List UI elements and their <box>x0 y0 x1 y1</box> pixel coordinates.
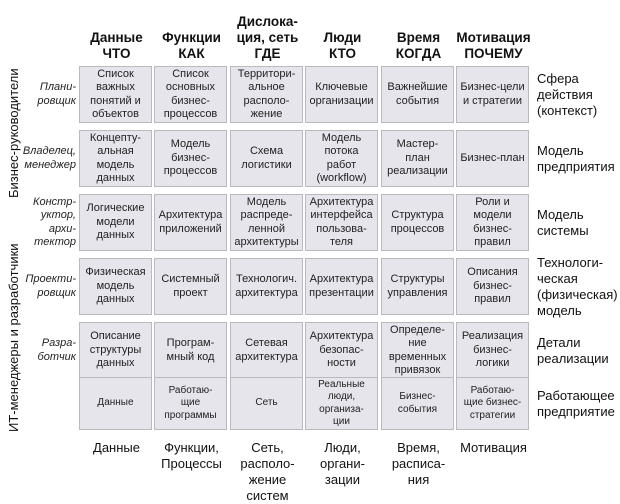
cell-line: процессов <box>163 165 218 178</box>
matrix-cell <box>230 258 303 315</box>
perspective-line: предприятие <box>537 403 615 419</box>
matrix-cell <box>154 130 227 187</box>
role-line: менеджер <box>24 158 76 171</box>
matrix-cell <box>381 130 454 187</box>
role-line: тектор <box>34 236 76 248</box>
matrix-cell <box>154 194 227 251</box>
role-line: ботчик <box>37 350 76 363</box>
cell-line: ции <box>333 416 350 427</box>
footer-line: Функции, <box>164 440 219 455</box>
cell-text <box>161 273 219 300</box>
cell-line: Системный <box>161 273 220 285</box>
cell-text <box>87 202 145 243</box>
role-line: архи- <box>48 222 76 235</box>
cell-text <box>234 196 298 250</box>
cell-text <box>387 138 448 179</box>
cell-line: процессов <box>390 222 445 235</box>
perspective-line: (контекст) <box>537 102 598 118</box>
cell-line: бизнес- <box>171 94 210 107</box>
cell-line: временных <box>388 350 447 363</box>
cell-line: Территори- <box>237 67 296 80</box>
column-header <box>230 14 305 62</box>
cell-line: Ключевые <box>315 81 368 93</box>
cell-line: события <box>395 94 440 107</box>
role-line: ровщик <box>37 286 76 299</box>
cell-line: данных <box>96 229 135 242</box>
cell-line: распреде- <box>240 209 293 221</box>
perspective-line: Сфера <box>537 70 579 86</box>
cell-line: Мастер- <box>396 138 439 151</box>
column-header <box>381 14 456 62</box>
cell-line: жение <box>250 108 283 120</box>
matrix-cell <box>79 258 152 315</box>
cell-line: щие бизнес- <box>463 397 522 409</box>
cell-line: модель <box>96 279 135 292</box>
cell-line: Реализация <box>461 330 524 343</box>
cell-line: события <box>397 403 438 415</box>
cell-line: проект <box>173 286 208 299</box>
row-perspective-label <box>537 192 589 253</box>
row-role-label <box>30 66 76 123</box>
cell-text <box>310 330 374 371</box>
cell-line: безопас- <box>319 343 364 356</box>
column-title: Люди <box>323 30 362 45</box>
cell-line: Работаю- <box>168 384 213 396</box>
cell-line: данных <box>96 357 135 370</box>
cell-line: Физическая <box>85 266 146 279</box>
cell-line: Модель <box>170 138 211 151</box>
role-line: ровщик <box>37 94 76 107</box>
cell-line: и стратегии <box>462 94 523 107</box>
matrix-cell <box>305 194 378 251</box>
cell-text <box>235 337 298 364</box>
cell-line: архитектура <box>235 350 298 363</box>
cell-line: Данные <box>97 397 134 409</box>
cell-line: альная <box>97 145 134 157</box>
perspective-line: действия <box>537 86 593 102</box>
cell-text <box>90 132 141 186</box>
cell-line: управления <box>387 286 448 299</box>
perspective-line: предприятия <box>537 158 615 174</box>
matrix-cell <box>381 377 454 430</box>
cell-text <box>467 266 517 307</box>
matrix-cell <box>79 130 152 187</box>
cell-line: мный код <box>166 350 215 363</box>
column-footer <box>456 440 531 456</box>
cell-line: процессов <box>163 108 218 120</box>
cell-line: Реальные <box>318 378 365 390</box>
cell-text <box>309 81 373 108</box>
cell-text <box>164 68 218 122</box>
perspective-line: ческая <box>537 270 578 286</box>
role-line: Констр- <box>33 195 76 208</box>
column-footer <box>305 440 380 488</box>
cell-text <box>464 385 521 423</box>
footer-line: Мотивация <box>460 440 527 455</box>
cell-text <box>255 397 277 410</box>
cell-text <box>460 152 524 166</box>
footer-line: ния <box>407 472 430 487</box>
role-line: Плани- <box>39 81 76 93</box>
matrix-cell <box>230 377 303 430</box>
cell-line: теля <box>329 236 354 248</box>
cell-line: Список <box>172 67 209 80</box>
footer-line: жение <box>248 472 287 487</box>
perspective-line: (физическая) <box>537 286 618 302</box>
cell-line: Структура <box>391 209 444 221</box>
matrix-cell <box>154 66 227 123</box>
cell-text <box>318 379 365 429</box>
matrix-cell <box>79 194 152 251</box>
perspective-line: Работающее <box>537 387 615 403</box>
cell-line: (workflow) <box>316 172 367 184</box>
matrix-cell <box>230 66 303 123</box>
matrix-cell <box>381 258 454 315</box>
cell-line: Сетевая <box>245 337 288 349</box>
cell-line: Концепту- <box>89 131 142 144</box>
cell-line: Модель <box>246 195 287 208</box>
cell-line: ние <box>408 337 427 349</box>
row-perspective-label <box>537 375 615 432</box>
footer-line: зации <box>324 472 361 487</box>
row-role-label <box>30 194 76 251</box>
cell-line: Схема <box>249 145 284 157</box>
matrix-cell <box>230 322 303 379</box>
cell-line: архитектуры <box>234 236 299 248</box>
cell-text <box>391 209 445 236</box>
role-line: Проекти- <box>25 273 76 285</box>
cell-line: Важнейшие <box>387 81 448 93</box>
cell-line: модели <box>473 209 512 221</box>
column-question: КТО <box>329 46 356 61</box>
cell-line: ленной <box>248 222 285 235</box>
cell-text <box>398 391 437 416</box>
perspective-line: Модель <box>537 142 584 158</box>
cell-line: данных <box>96 172 135 184</box>
matrix-cell <box>456 130 529 187</box>
cell-line: бизнес- <box>171 151 210 164</box>
matrix-cell <box>456 194 529 251</box>
cell-line: объектов <box>92 108 139 120</box>
cell-line: бизнес- <box>473 343 512 356</box>
matrix-cell <box>305 130 378 187</box>
matrix-cell <box>154 258 227 315</box>
cell-line: структуры <box>89 343 142 356</box>
cell-line: Архитектура <box>309 330 374 343</box>
cell-line: модели <box>96 215 135 228</box>
cell-text <box>309 273 374 300</box>
cell-line: план <box>405 151 430 164</box>
perspective-line: Модель <box>537 206 584 222</box>
footer-line: расписа- <box>391 456 446 471</box>
footer-line: систем <box>246 488 289 503</box>
footer-line: Процессы <box>161 456 222 471</box>
footer-line: Время, <box>397 440 440 455</box>
cell-line: логистики <box>241 158 292 171</box>
cell-line: логики <box>475 357 510 370</box>
matrix-cell <box>79 322 152 379</box>
cell-line: организации <box>309 94 374 107</box>
column-title: Данные <box>90 30 143 45</box>
cell-line: располо- <box>243 94 290 107</box>
column-footer <box>381 440 456 488</box>
cell-text <box>241 145 291 172</box>
matrix-cell <box>230 194 303 251</box>
cell-line: Бизнес-план <box>460 151 525 164</box>
cell-text <box>460 81 524 108</box>
cell-line: правил <box>474 236 511 248</box>
matrix-cell <box>230 130 303 187</box>
matrix-cell <box>456 258 529 315</box>
cell-text <box>235 273 298 300</box>
row-role-label <box>22 130 76 187</box>
cell-text <box>387 81 447 108</box>
role-line: Владелец, <box>22 145 76 157</box>
cell-text <box>389 324 446 378</box>
cell-line: Работаю- <box>470 384 515 396</box>
matrix-cell <box>305 258 378 315</box>
cell-line: модель <box>96 158 135 171</box>
cell-text <box>97 397 133 410</box>
matrix-cell <box>154 377 227 430</box>
row-perspective-label <box>537 320 609 381</box>
matrix-cell <box>456 66 529 123</box>
column-title: Дислока- <box>237 14 298 29</box>
footer-line: Сеть, <box>251 440 284 455</box>
cell-line: программы <box>164 409 217 421</box>
column-question: ГДЕ <box>254 46 281 61</box>
cell-line: Архитектура <box>309 195 374 208</box>
cell-line: привязок <box>394 364 441 376</box>
matrix-cell <box>456 377 529 430</box>
cell-line: Определе- <box>390 323 445 336</box>
role-line: Разра- <box>41 337 76 349</box>
cell-line: Технологич. <box>235 273 298 285</box>
column-footer <box>79 440 154 456</box>
column-header <box>305 14 380 62</box>
cell-line: презентации <box>309 286 374 299</box>
row-role-label <box>25 258 76 315</box>
cell-text <box>310 196 374 250</box>
column-title: Функции <box>162 30 221 45</box>
matrix-cell <box>79 377 152 430</box>
cell-line: Логические <box>86 202 145 215</box>
cell-line: приложений <box>159 222 222 235</box>
cell-text <box>85 266 145 307</box>
cell-line: Структуры <box>390 273 445 285</box>
matrix-cell <box>154 322 227 379</box>
cell-line: понятий и <box>90 94 141 107</box>
perspective-line: Технологи- <box>537 254 604 270</box>
cell-line: потока <box>324 145 359 157</box>
column-title: Мотивация <box>456 30 531 45</box>
cell-line: бизнес- <box>473 279 512 292</box>
column-question: КАК <box>178 46 205 61</box>
matrix-cell <box>381 66 454 123</box>
column-header <box>154 14 229 62</box>
cell-line: Описание <box>90 330 141 343</box>
cell-line: Архитектура <box>309 273 374 285</box>
row-perspective-label <box>537 64 597 125</box>
cell-line: Бизнес-цели <box>460 81 525 93</box>
matrix-cell <box>456 322 529 379</box>
column-footer <box>230 440 305 504</box>
row-perspective-label <box>537 256 618 317</box>
perspective-line: реализации <box>537 350 609 366</box>
row-perspective-label <box>537 128 615 189</box>
perspective-line: Детали <box>537 334 581 350</box>
cell-line: Список <box>97 67 134 80</box>
cell-line: архитектура <box>235 286 298 299</box>
cell-line: Бизнес- <box>399 391 436 402</box>
footer-line: органи- <box>320 456 365 471</box>
cell-line: правил <box>474 293 511 306</box>
footer-line: Данные <box>93 440 140 455</box>
matrix-cell <box>79 66 152 123</box>
cell-line: работ <box>326 158 357 171</box>
column-title: Время <box>396 30 441 45</box>
cell-line: люди, <box>327 391 356 402</box>
cell-line: стратегии <box>469 409 516 421</box>
cell-line: бизнес- <box>473 222 512 235</box>
column-header <box>79 14 154 62</box>
cell-text <box>164 385 216 423</box>
matrix-cell <box>381 322 454 379</box>
cell-line: Програм- <box>166 337 215 349</box>
cell-line: организа- <box>319 403 364 415</box>
cell-text <box>316 132 366 186</box>
side-group-business-label: Бизнес-руководители <box>6 68 21 198</box>
column-title: ция, сеть <box>236 30 299 45</box>
cell-line: Роли и <box>475 195 510 208</box>
cell-text <box>238 68 296 122</box>
cell-text <box>388 273 448 300</box>
cell-line: реализации <box>387 165 448 178</box>
cell-text <box>473 196 512 250</box>
cell-text <box>462 330 523 371</box>
column-question: ПОЧЕМУ <box>464 46 523 61</box>
row-role-label <box>30 322 76 379</box>
cell-text <box>90 330 142 371</box>
cell-line: Описания <box>467 266 518 279</box>
column-question: КОГДА <box>395 46 442 61</box>
cell-line: основных <box>165 81 216 93</box>
cell-line: ности <box>327 357 356 370</box>
cell-line: данных <box>96 293 135 306</box>
cell-line: пользова- <box>316 222 367 235</box>
cell-line: альное <box>248 81 285 93</box>
footer-line: Люди, <box>324 440 361 455</box>
perspective-line: системы <box>537 222 589 238</box>
column-footer <box>154 440 229 472</box>
matrix-cell <box>305 377 378 430</box>
cell-line: Сеть <box>255 397 278 409</box>
column-header <box>456 14 531 62</box>
footer-line: располо- <box>240 456 295 471</box>
cell-line: Модель <box>321 131 362 144</box>
perspective-line: модель <box>537 302 582 318</box>
cell-text <box>159 209 223 236</box>
matrix-cell <box>305 66 378 123</box>
matrix-cell <box>305 322 378 379</box>
matrix-cell <box>381 194 454 251</box>
cell-text <box>164 138 218 179</box>
cell-text <box>90 68 141 122</box>
cell-line: интерфейса <box>310 209 373 221</box>
cell-line: Архитектура <box>158 209 223 221</box>
column-question: ЧТО <box>102 46 131 61</box>
role-line: уктор, <box>40 209 76 221</box>
cell-text <box>167 337 215 364</box>
cell-line: щие <box>180 397 201 409</box>
side-group-it-label: ИТ-менеджеры и разработчики <box>6 243 21 432</box>
cell-line: важных <box>96 81 135 93</box>
